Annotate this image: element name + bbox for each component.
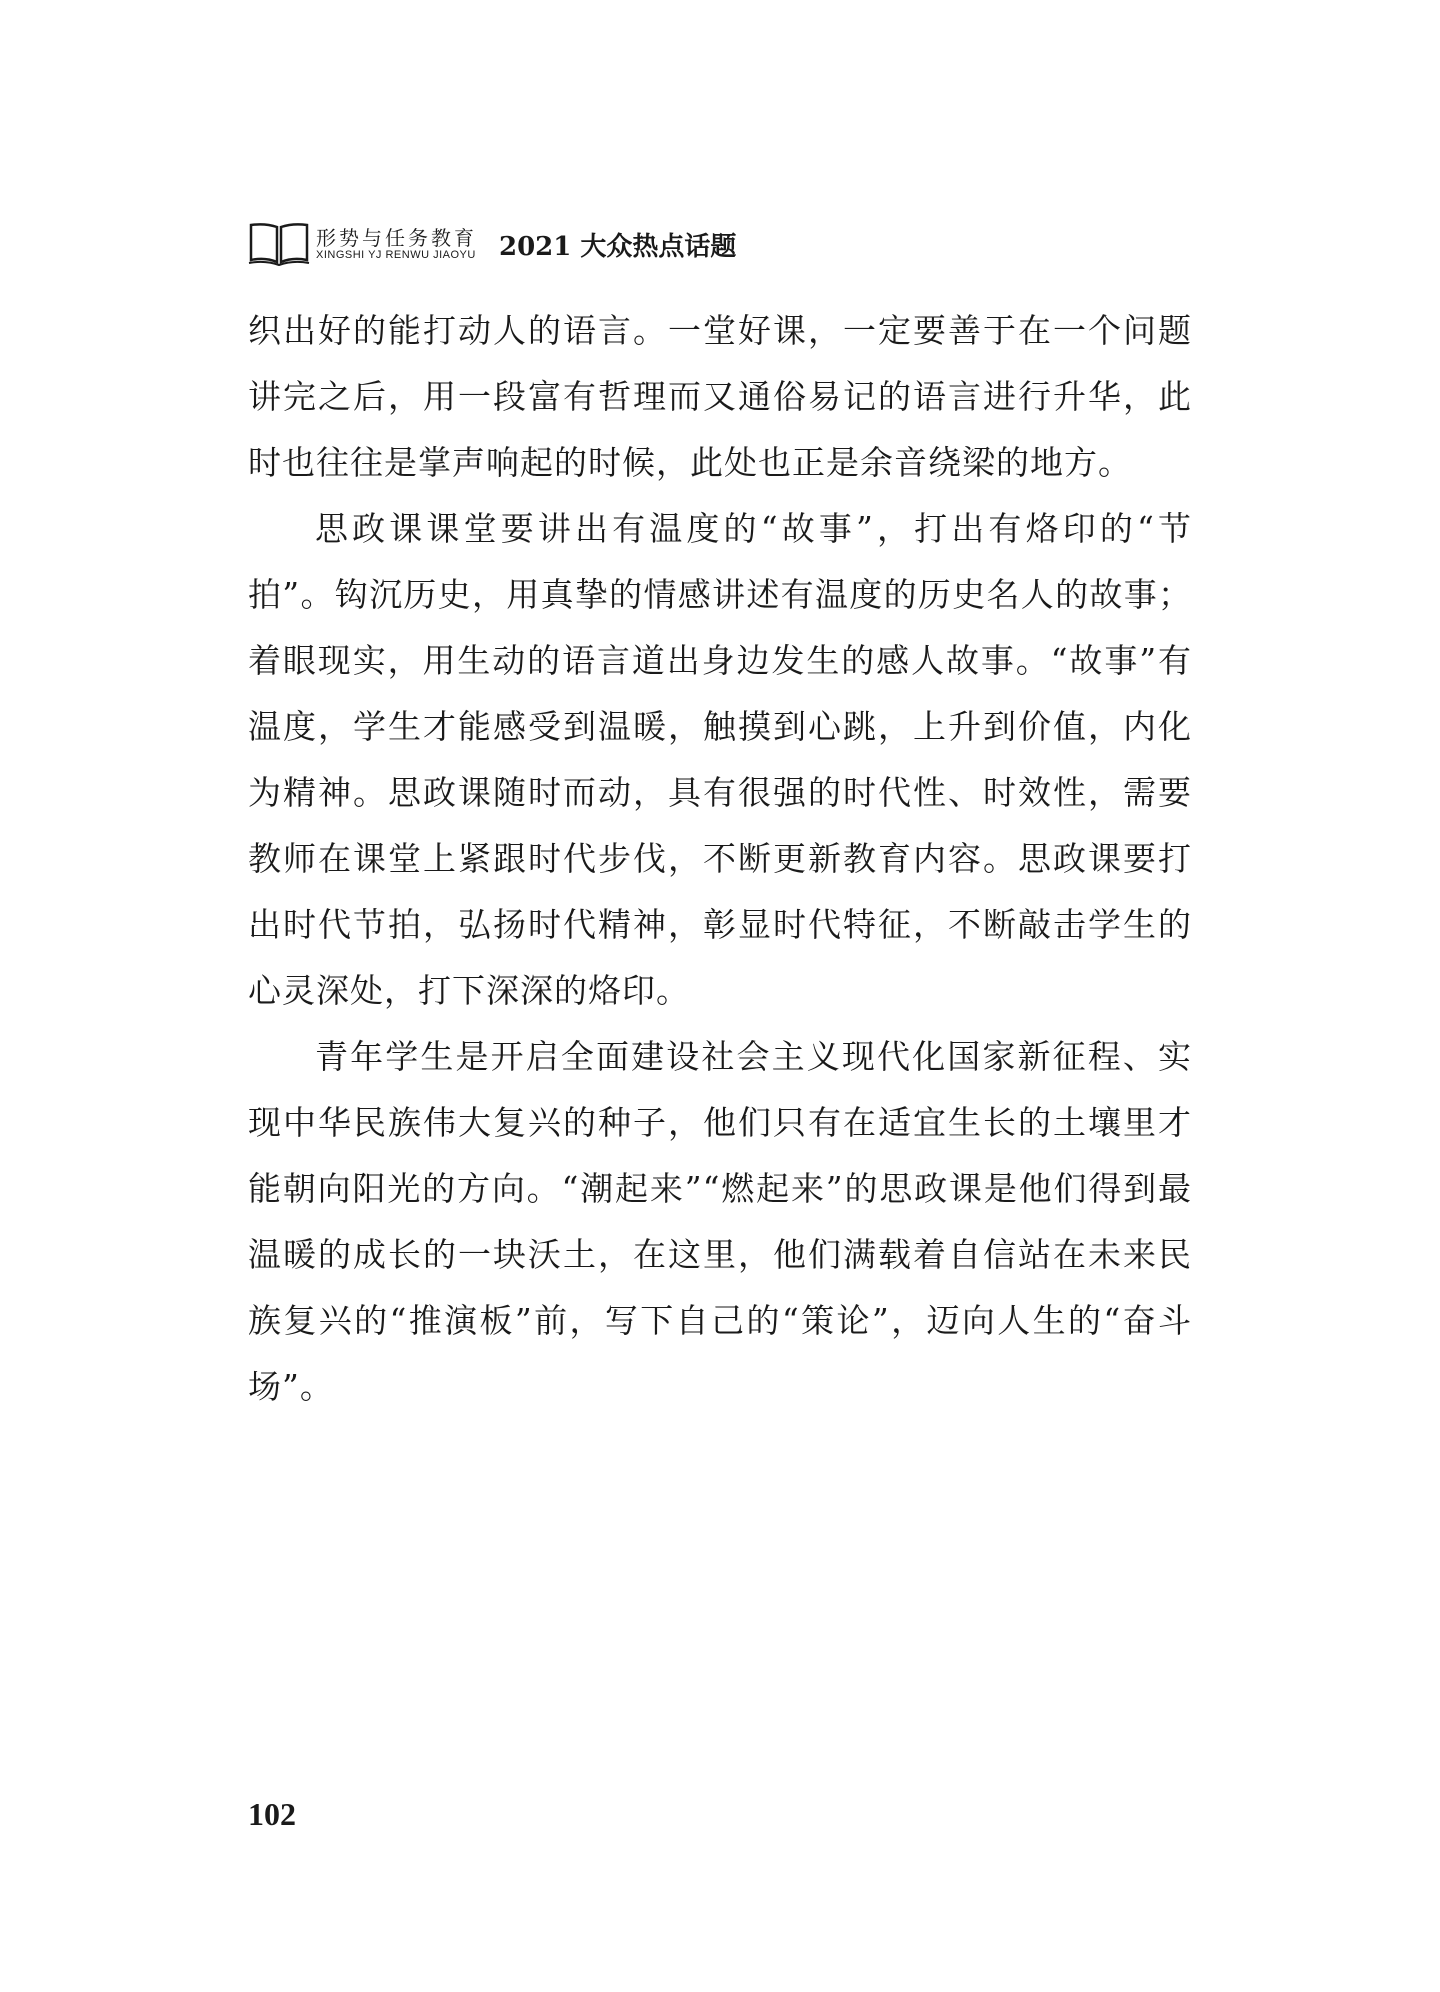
series-name-pinyin: XINGSHI YJ RENWU JIAOYU	[316, 248, 476, 261]
series-name-chinese: 形势与任务教育	[316, 225, 477, 250]
paragraph-3: 青年学生是开启全面建设社会主义现代化国家新征程、实现中华民族伟大复兴的种子，他们只有在适宜生长的土壤里才能朝向阳光的方向。“潮起来”“燃起来”的思政课是他们得到最温暖的成长的一块沃土，在这里，他们满载着自信站在未来民族复兴的“推演板”前，写下自己的“策论”，迈向人生的“奋斗场”。	[248, 1037, 1192, 1406]
paragraph-1: 织出好的能打动人的语言。一堂好课，一定要善于在一个问题讲完之后，用一段富有哲理而又通俗易记的语言进行升华，此时也往往是掌声响起的时候，此处也正是余音绕梁的地方。	[248, 311, 1192, 482]
open-book-icon	[248, 222, 310, 266]
book-title: 2021 大众热点话题	[499, 231, 737, 262]
paragraph-2: 思政课课堂要讲出有温度的“故事”，打出有烙印的“节拍”。钩沉历史，用真挚的情感讲述有温度的历史名人的故事；着眼现实，用生动的语言道出身边发生的感人故事。“故事”有温度，学生才能感受到温暖，触摸到心跳，上升到价值，内化为精神。思政课随时而动，具有很强的时代性、时效性，需要教师在课堂上紧跟时代步伐，不断更新教育内容。思政课要打出时代节拍，弘扬时代精神，彰显时代特征，不断敲击学生的心灵深处，打下深深的烙印。	[248, 509, 1192, 1010]
body-text	[248, 298, 1192, 1420]
running-header	[248, 222, 736, 266]
series-name	[316, 227, 477, 262]
page-number: 102	[248, 1796, 296, 1832]
